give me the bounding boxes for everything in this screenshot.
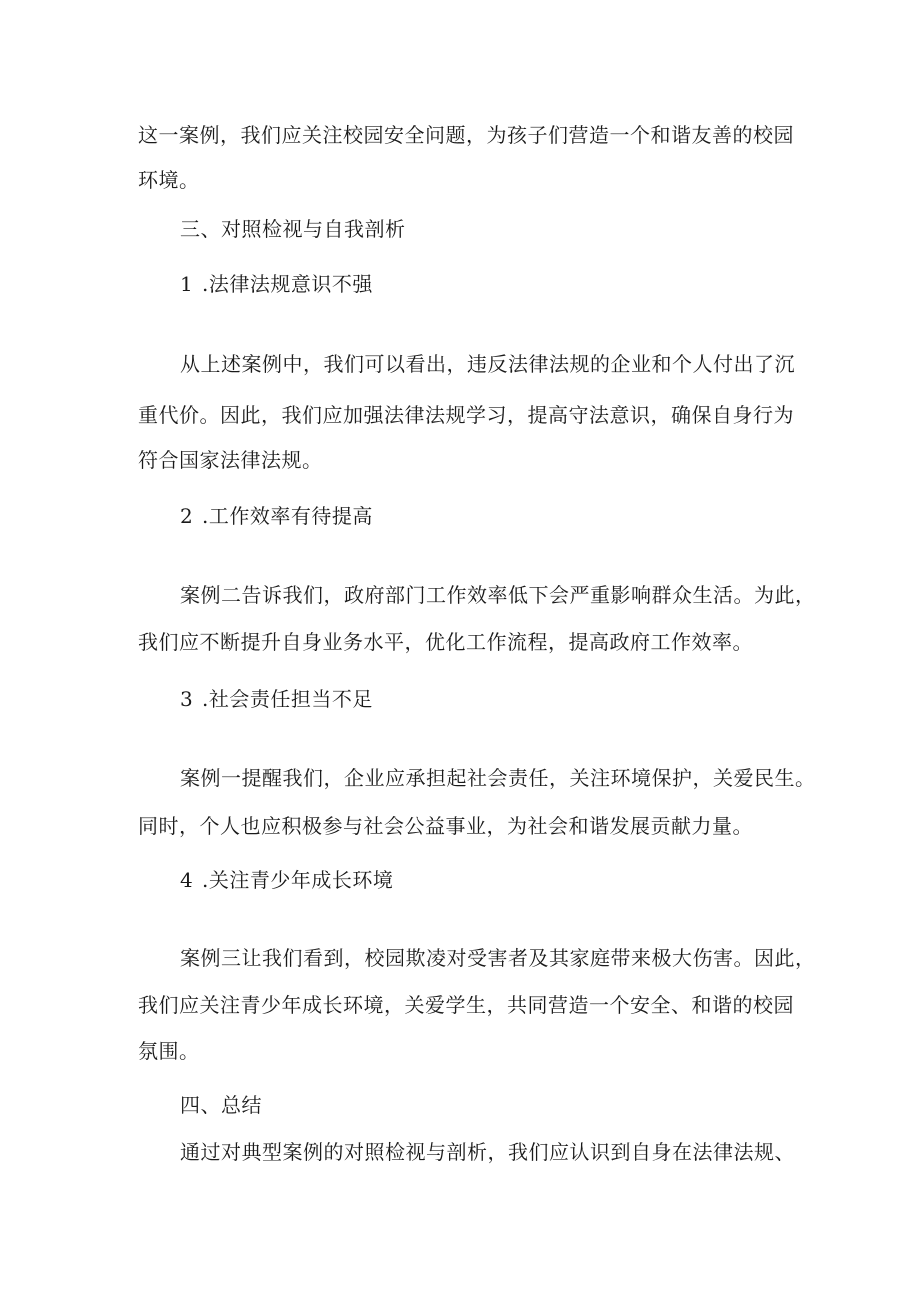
subheading-title: .法律法规意识不强: [202, 272, 373, 296]
subheading-number: 4: [180, 868, 194, 892]
subheading: [180, 866, 393, 894]
paragraph-line: 我们应关注青少年成长环境，关爱学生，共同营造一个安全、和谐的校园: [138, 993, 794, 1017]
subheading: [180, 685, 373, 713]
subheading-title: .社会责任担当不足: [202, 687, 373, 711]
subheading: [180, 502, 373, 530]
paragraph-line: 环境。: [138, 168, 200, 192]
subheading-number: 1: [180, 272, 194, 296]
paragraph-line: 这一案例，我们应关注校园安全问题，为孩子们营造一个和谐友善的校园: [138, 123, 794, 147]
subheading-title: .工作效率有待提高: [202, 504, 373, 528]
subheading-number: 3: [180, 687, 194, 711]
paragraph-line: 通过对典型案例的对照检视与剖析，我们应认识到自身在法律法规、: [180, 1140, 795, 1164]
paragraph-line: 氛围。: [138, 1039, 200, 1063]
subheading-number: 2: [180, 504, 194, 528]
paragraph-line: 案例三让我们看到，校园欺凌对受害者及其家庭带来极大伤害。因此，: [180, 946, 816, 970]
paragraph-line: 同时，个人也应积极参与社会公益事业，为社会和谐发展贡献力量。: [138, 814, 753, 838]
paragraph-line: 我们应不断提升自身业务水平，优化工作流程，提高政府工作效率。: [138, 630, 753, 654]
paragraph-line: 重代价。因此，我们应加强法律法规学习，提高守法意识，确保自身行为: [138, 403, 794, 427]
section-heading: 三、对照检视与自我剖析: [180, 217, 406, 241]
paragraph-line: 从上述案例中，我们可以看出，违反法律法规的企业和个人付出了沉: [180, 352, 795, 376]
subheading-title: .关注青少年成长环境: [202, 868, 394, 892]
paragraph-line: 案例二告诉我们，政府部门工作效率低下会严重影响群众生活。为此，: [180, 583, 816, 607]
subheading: [180, 270, 373, 298]
paragraph-line: 案例一提醒我们，企业应承担起社会责任，关注环境保护，关爱民生。: [180, 766, 816, 790]
paragraph-line: 符合国家法律法规。: [138, 448, 323, 472]
section-heading: 四、总结: [180, 1093, 262, 1117]
